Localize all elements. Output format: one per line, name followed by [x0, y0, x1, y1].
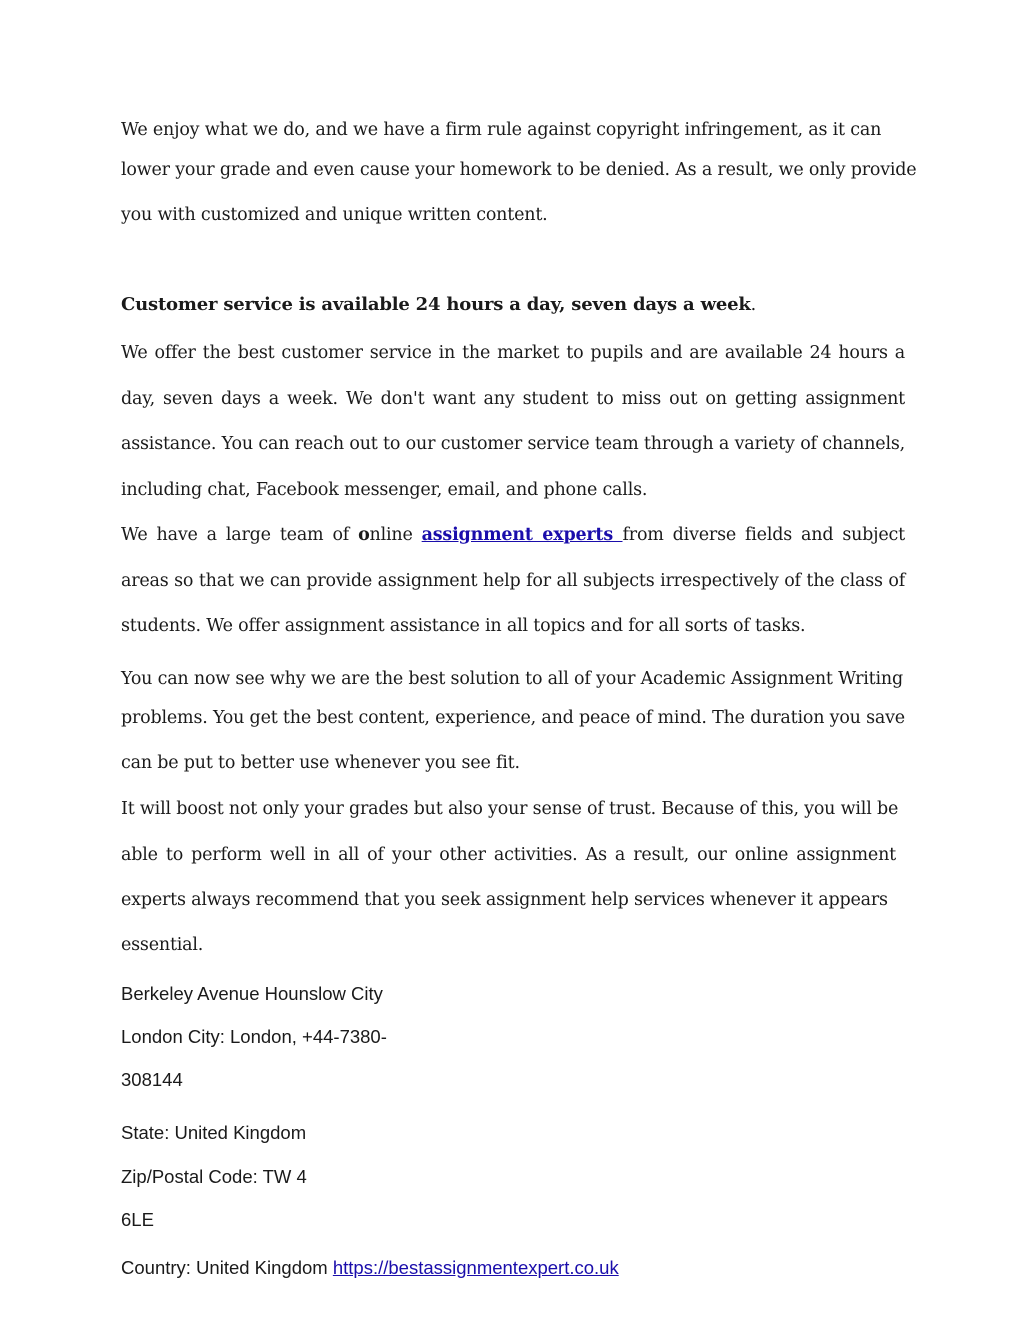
- address-line-3: 308144: [121, 1069, 183, 1090]
- address-zip-line-2: 6LE: [121, 1209, 154, 1230]
- paragraph-experts-line-3: students. We offer assignment assistance in all topics and for all sorts of tasks.: [121, 616, 806, 636]
- paragraph-service-line-4: including chat, Facebook messenger, email, and phone calls.: [121, 480, 648, 500]
- experts-bold-o: o: [358, 525, 370, 545]
- heading-period: .: [750, 295, 757, 315]
- address-state: State: United Kingdom: [121, 1122, 307, 1143]
- paragraph-experts-line-2: areas so that we can provide assignment help for all subjects irrespectively of the class of: [121, 571, 905, 591]
- paragraph-trust-line-2: able to perform well in all of your other activities. As a result, our online assignment: [121, 845, 896, 865]
- experts-prefix: We have a large team of: [121, 525, 359, 545]
- address-line-1: Berkeley Avenue Hounslow City: [121, 983, 383, 1004]
- experts-after-o: nline: [369, 525, 422, 545]
- paragraph-solution-line-1: You can now see why we are the best solution to all of your Academic Assignment Writing: [121, 669, 903, 689]
- address-country-line: [121, 1257, 619, 1279]
- paragraph-copyright-line-1: We enjoy what we do, and we have a firm rule against copyright infringement, as it can: [121, 120, 882, 140]
- section-heading: [121, 294, 756, 315]
- assignment-experts-link[interactable]: assignment experts: [421, 525, 623, 545]
- paragraph-solution-line-2: problems. You get the best content, experience, and peace of mind. The duration you save: [121, 708, 905, 728]
- website-link[interactable]: https://bestassignmentexpert.co.uk: [332, 1257, 619, 1278]
- paragraph-copyright-line-2: lower your grade and even cause your homework to be denied. As a result, we only provide: [121, 160, 917, 180]
- experts-suffix: from diverse fields and subject: [622, 525, 905, 545]
- paragraph-service-line-1: We offer the best customer service in the market to pupils and are available 24 hours a: [121, 343, 905, 363]
- address-line-2: London City: London, +44-7380-: [121, 1026, 387, 1047]
- heading-text: Customer service is available 24 hours a day, seven days a week: [121, 294, 751, 315]
- paragraph-trust-line-4: essential.: [121, 935, 204, 955]
- paragraph-copyright-line-3: you with customized and unique written content.: [121, 205, 548, 225]
- address-country: Country: United Kingdom: [121, 1257, 333, 1278]
- paragraph-trust-line-1: It will boost not only your grades but also your sense of trust. Because of this, you will be: [121, 799, 899, 819]
- paragraph-service-line-3: assistance. You can reach out to our customer service team through a variety of channels,: [121, 434, 905, 454]
- paragraph-solution-line-3: can be put to better use whenever you see fit.: [121, 753, 520, 773]
- paragraph-service-line-2: day, seven days a week. We don't want any student to miss out on getting assignment: [121, 389, 905, 409]
- paragraph-trust-line-3: experts always recommend that you seek assignment help services whenever it appears: [121, 890, 888, 910]
- paragraph-experts-line-1: [121, 525, 905, 545]
- address-zip-line-1: Zip/Postal Code: TW 4: [121, 1166, 307, 1187]
